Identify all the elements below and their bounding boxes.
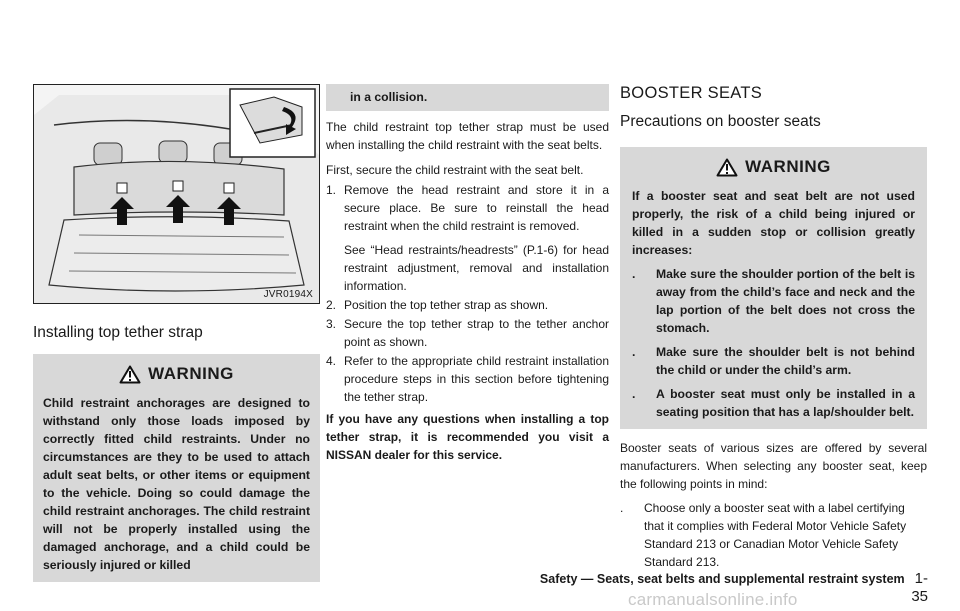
section-heading-top-tether: Installing top tether strap [33, 324, 203, 341]
warning-bullet-text: A booster seat must only be installed in a seating position that has a lap/shoulder belt. [656, 387, 915, 419]
step-number: 3. [326, 317, 337, 331]
step-1-reference: See “Head restraints/headrests” (P.1-6) for head restraint adjustment, removal and installation information. [344, 243, 609, 293]
list-item [326, 181, 609, 235]
warning-text: Child restraint anchorages are designed to withstand only those loads imposed by correctly fitted child restraints. Under no circumstances are they to be used to attach adult seat belts, or other items or equipment to the vehicle. Doing so could damage the child restraint anchorages. The child restraint will not be properly installed using the damaged anchorage, and a child could be seriously injured or killed [43, 396, 310, 572]
list-item [326, 296, 609, 314]
installation-steps [326, 181, 609, 406]
footer-section-title: Safety — Seats, seat belts and supplemental restraint system [539, 572, 905, 586]
warning-bullet-text: Make sure the shoulder belt is not behind the child or under the child’s arm. [656, 345, 915, 377]
subsection-title-precautions: Precautions on booster seats [620, 113, 821, 130]
warning-bullet [632, 265, 915, 337]
warning-continuation: in a collision. [326, 84, 609, 111]
middle-column [326, 84, 609, 464]
bullet-marker: . [620, 501, 624, 515]
step-text: Position the top tether strap as shown. [344, 298, 549, 312]
warning-bullet [632, 343, 915, 379]
cargo-area-drawing [34, 85, 319, 303]
warning-intro: If a booster seat and seat belt are not used properly, the risk of a child being injured or killed in a sudden stop or collision greatly increases: [632, 189, 915, 257]
list-item [326, 352, 609, 406]
list-item [620, 499, 927, 571]
warning-triangle-icon [119, 365, 141, 384]
warning-box-booster [620, 147, 927, 429]
paragraph-secure-first: First, secure the child restraint with the seat belt. [326, 163, 584, 177]
left-column [33, 84, 320, 582]
step-text: Remove the head restraint and store it in a secure place. Be sure to reinstall the head restraint when the child restraint is removed. [344, 183, 609, 233]
paragraph-booster-selection: Booster seats of various sizes are offered by several manufacturers. When selecting any booster seat, keep the following points in mind: [620, 441, 927, 491]
tether-strap-illustration [33, 84, 320, 304]
section-title-booster-seats: BOOSTER SEATS [620, 84, 763, 102]
page-number: 1-35 [911, 570, 928, 605]
figure-code: JVR0194X [263, 289, 313, 300]
watermark: carmanualsonline.info [628, 590, 798, 609]
step-number: 4. [326, 354, 337, 368]
bullet-marker: . [632, 345, 636, 359]
warning-label: WARNING [148, 364, 234, 383]
warning-header [43, 364, 310, 384]
warning-bullet-text: Make sure the shoulder portion of the belt is away from the child’s face and neck and the lap portion of the belt does not cross the stomach. [656, 267, 915, 335]
step-text: Secure the top tether strap to the tether anchor point as shown. [344, 317, 609, 349]
bullet-text: Choose only a booster seat with a label certifying that it complies with Federal Motor Vehicle Safety Standard 213 or Canadian Motor Vehicle Safety Standard 213. [644, 501, 907, 569]
step-number: 1. [326, 183, 337, 197]
warning-label: WARNING [745, 157, 831, 176]
step-number: 2. [326, 298, 337, 312]
bullet-marker: . [632, 267, 636, 281]
step-text: Refer to the appropriate child restraint installation procedure steps in this section before tightening the tether strap. [344, 354, 609, 404]
right-column [620, 84, 927, 571]
warning-bullet [632, 385, 915, 421]
paragraph-tether-required: The child restraint top tether strap must be used when installing the child restraint with the seat belts. [326, 120, 609, 152]
warning-triangle-icon [716, 158, 738, 177]
bullet-marker: . [632, 387, 636, 401]
dealer-advice: If you have any questions when installing a top tether strap, it is recommended you visit a NISSAN dealer for this service. [326, 412, 609, 462]
warning-header [632, 157, 915, 177]
list-item [326, 315, 609, 351]
warning-box-tether [33, 354, 320, 582]
